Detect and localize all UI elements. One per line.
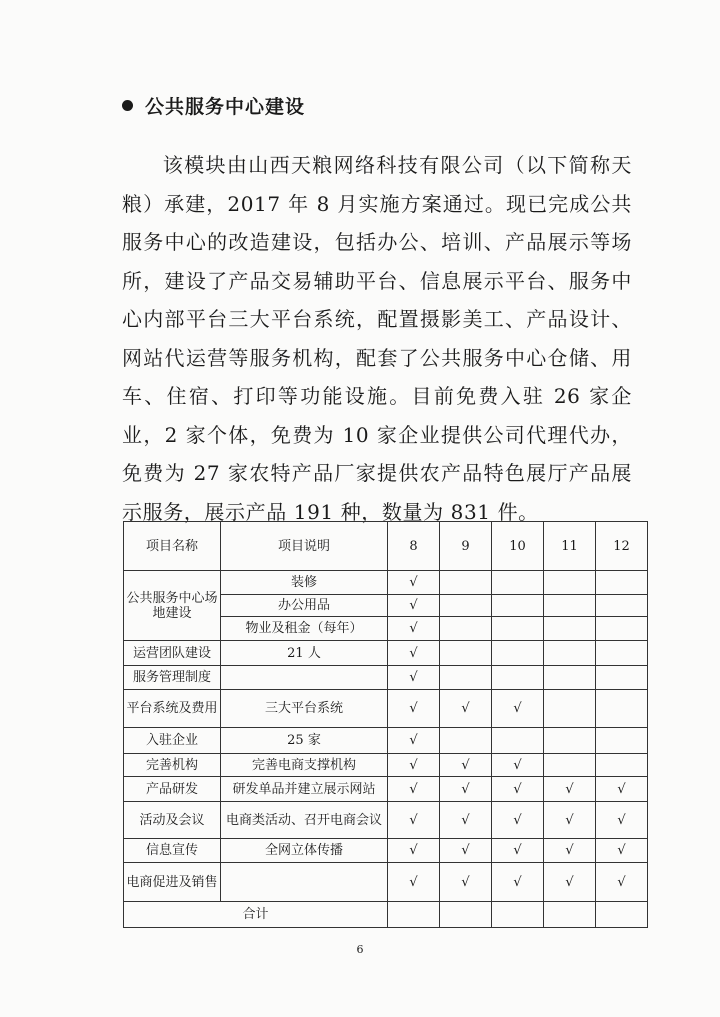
- check-cell: √: [388, 728, 440, 754]
- check-cell: √: [388, 571, 440, 595]
- table-row: [124, 728, 648, 754]
- check-cell: [492, 728, 544, 754]
- header-month: 10: [492, 522, 544, 571]
- body-paragraph-text: 该模块由山西天粮网络科技有限公司（以下简称天粮）承建，2017 年 8 月实施方案通过。现已完成公共服务中心的改造建设，包括办公、培训、产品展示等场所，建设了产品交易辅助平台、信息展示平台、服务中心内部平台三大平台系统，配置摄影美工、产品设计、网站代运营等服务机构，配套了公共服务中心仓储、用车、住宿、打印等功能设施。目前免费入驻 26 家企业，2 家个体，免费为 10 家企业提供公司代理代办，免费为 27 家农特产品厂家提供农产品特色展厅产品展示服务，展示产品 191 种，数量为 831 件。: [122, 153, 632, 524]
- check-cell: √: [544, 839, 596, 863]
- check-cell: √: [492, 839, 544, 863]
- project-name: 服务管理制度: [124, 666, 221, 690]
- check-cell: √: [596, 839, 648, 863]
- project-name: 信息宣传: [124, 839, 221, 863]
- check-cell: [596, 666, 648, 690]
- header-month: 8: [388, 522, 440, 571]
- check-cell: [440, 595, 492, 617]
- section-heading-text: 公共服务中心建设: [145, 96, 306, 118]
- header-month: 12: [596, 522, 648, 571]
- check-cell: [440, 617, 492, 641]
- check-cell: √: [440, 754, 492, 777]
- project-desc: 物业及租金（每年）: [221, 617, 388, 641]
- check-cell: [440, 666, 492, 690]
- check-cell: [544, 754, 596, 777]
- check-cell: √: [388, 754, 440, 777]
- check-cell: [492, 641, 544, 666]
- check-cell: √: [388, 595, 440, 617]
- check-cell: √: [388, 666, 440, 690]
- check-cell: [596, 641, 648, 666]
- project-desc: 办公用品: [221, 595, 388, 617]
- check-cell: √: [440, 777, 492, 802]
- check-cell: √: [596, 802, 648, 839]
- page-number: 6: [356, 943, 364, 956]
- project-name: 入驻企业: [124, 728, 221, 754]
- check-cell: √: [388, 863, 440, 902]
- check-cell: √: [388, 690, 440, 728]
- check-cell: [596, 571, 648, 595]
- project-name: 电商促进及销售: [124, 863, 221, 902]
- project-desc: [221, 666, 388, 690]
- header-project-name: 项目名称: [124, 522, 221, 571]
- check-cell: [596, 690, 648, 728]
- check-cell: √: [388, 641, 440, 666]
- check-cell: √: [440, 839, 492, 863]
- check-cell: [492, 571, 544, 595]
- check-cell: √: [492, 863, 544, 902]
- check-cell: √: [492, 802, 544, 839]
- project-name: 平台系统及费用: [124, 690, 221, 728]
- check-cell: [596, 595, 648, 617]
- project-desc: 三大平台系统: [221, 690, 388, 728]
- project-desc: [221, 863, 388, 902]
- check-cell: [544, 571, 596, 595]
- project-name: 运营团队建设: [124, 641, 221, 666]
- check-cell: [544, 641, 596, 666]
- project-name: 完善机构: [124, 754, 221, 777]
- project-name: 活动及会议: [124, 802, 221, 839]
- check-cell: √: [388, 839, 440, 863]
- header-project-desc: 项目说明: [221, 522, 388, 571]
- table-row: [124, 839, 648, 863]
- check-cell: √: [492, 690, 544, 728]
- schedule-table: [123, 521, 648, 928]
- table-header-row: [124, 522, 648, 571]
- section-heading: [122, 92, 305, 119]
- check-cell: [544, 666, 596, 690]
- project-desc: 装修: [221, 571, 388, 595]
- check-cell: √: [492, 754, 544, 777]
- table-row: [124, 690, 648, 728]
- project-desc: 研发单品并建立展示网站: [221, 777, 388, 802]
- check-cell: √: [388, 802, 440, 839]
- check-cell: [440, 641, 492, 666]
- table-row: [124, 571, 648, 595]
- body-paragraph: [122, 146, 632, 531]
- project-desc: 25 家: [221, 728, 388, 754]
- check-cell: √: [544, 777, 596, 802]
- check-cell: [544, 690, 596, 728]
- check-cell: [440, 571, 492, 595]
- check-cell: √: [388, 617, 440, 641]
- project-desc: 21 人: [221, 641, 388, 666]
- header-month: 11: [544, 522, 596, 571]
- check-cell: √: [440, 863, 492, 902]
- project-desc: 全网立体传播: [221, 839, 388, 863]
- table-total-row: [124, 902, 648, 928]
- table-row: [124, 754, 648, 777]
- check-cell: √: [388, 777, 440, 802]
- table-row: [124, 802, 648, 839]
- bullet-icon: [122, 100, 133, 111]
- check-cell: √: [596, 777, 648, 802]
- group-project-name: 公共服务中心场地建设: [124, 571, 221, 641]
- check-cell: √: [544, 863, 596, 902]
- check-cell: [596, 617, 648, 641]
- check-cell: [596, 754, 648, 777]
- project-desc: 电商类活动、召开电商会议: [221, 802, 388, 839]
- check-cell: [492, 666, 544, 690]
- check-cell: [544, 595, 596, 617]
- table-row: [124, 641, 648, 666]
- check-cell: [492, 617, 544, 641]
- check-cell: [492, 595, 544, 617]
- check-cell: [440, 728, 492, 754]
- check-cell: [544, 728, 596, 754]
- check-cell: √: [596, 863, 648, 902]
- header-month: 9: [440, 522, 492, 571]
- table-row: [124, 777, 648, 802]
- check-cell: √: [440, 802, 492, 839]
- table-row: [124, 863, 648, 902]
- table-row: [124, 666, 648, 690]
- table-body: [124, 571, 648, 928]
- project-desc: 完善电商支撑机构: [221, 754, 388, 777]
- total-label: 合计: [124, 902, 388, 928]
- check-cell: [544, 617, 596, 641]
- project-name: 产品研发: [124, 777, 221, 802]
- check-cell: √: [440, 690, 492, 728]
- check-cell: √: [492, 777, 544, 802]
- check-cell: √: [544, 802, 596, 839]
- check-cell: [596, 728, 648, 754]
